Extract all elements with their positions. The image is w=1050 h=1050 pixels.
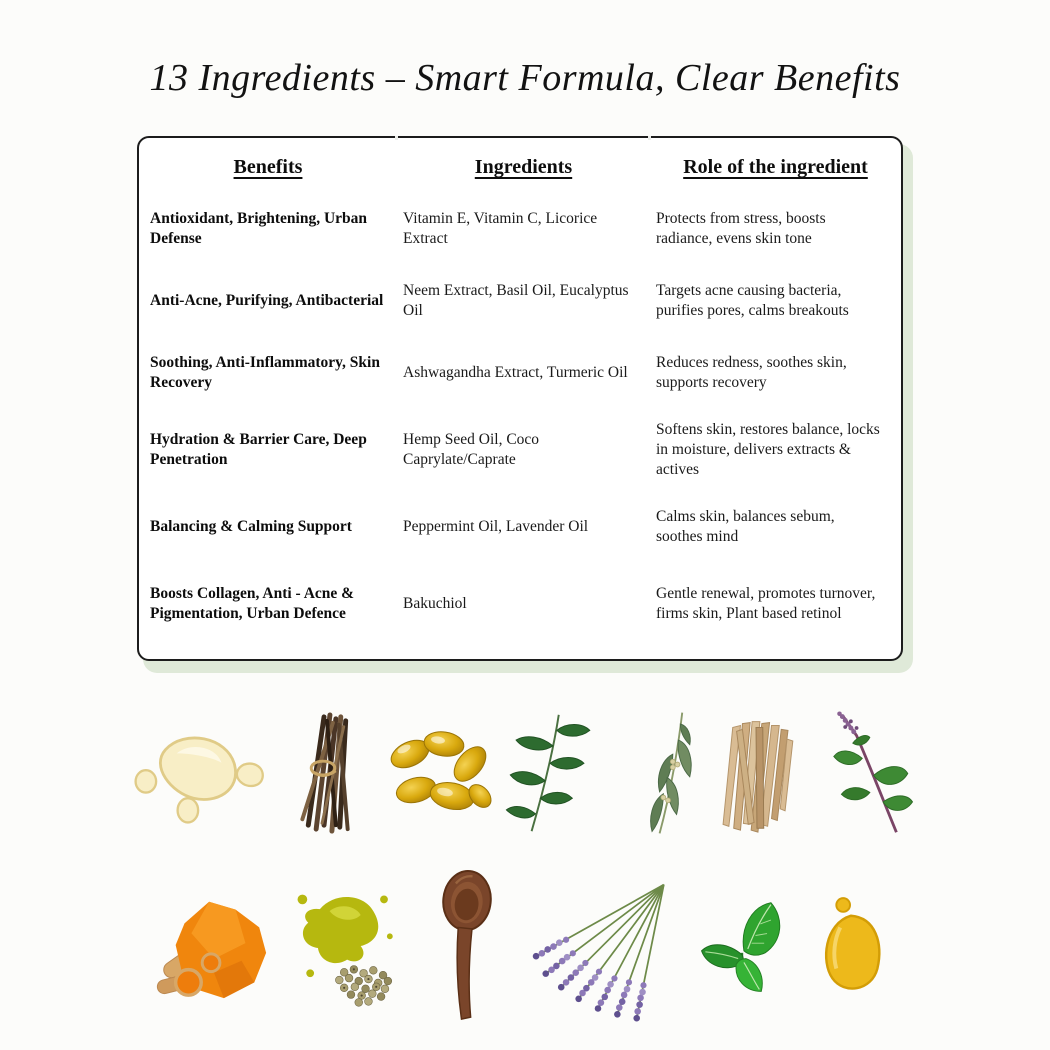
table-body [139,179,901,635]
ingredient-cell: Vitamin E, Vitamin C, Licorice Extract [403,210,598,247]
table-row [139,275,901,327]
oil-drops-image [130,717,270,829]
neem-leaf-image [502,709,600,837]
table-header-row [139,154,901,179]
ingredient-cell: Neem Extract, Basil Oil, Eucalyptus Oil [403,282,629,319]
table-row [139,501,901,553]
header-role: Role of the ingredient [683,156,868,178]
table-row [139,419,901,481]
eucalyptus-branch-image [608,707,698,839]
table-row [139,347,901,399]
header-benefits: Benefits [233,156,303,178]
ingredient-cell: Bakuchiol [403,595,467,612]
benefit-cell: Hydration & Barrier Care, Deep Penetration [150,431,367,468]
ashwagandha-roots-image [706,710,806,836]
page-title: 13 Ingredients – Smart Formula, Clear Benefits [149,57,901,99]
oil-drop-image [807,894,895,1002]
vitamin-capsules-image [382,722,494,824]
table-row [139,203,901,255]
role-cell: Calms skin, balances sebum, soothes mind [656,508,835,545]
wooden-spoon-image [427,869,503,1027]
benefit-cell: Anti-Acne, Purifying, Antibacterial [150,292,384,309]
licorice-sticks-image [278,709,374,837]
table-row [139,573,901,635]
benefit-cell: Soothing, Anti-Inflammatory, Skin Recovery [150,354,380,391]
tulsi-sprig-image [814,709,920,837]
role-cell: Targets acne causing bacteria, purifies pores, calms breakouts [656,282,849,319]
hemp-oil-splash-image [289,880,411,1016]
mint-leaves-image [693,895,791,1001]
ingredient-cell: Hemp Seed Oil, Coco Caprylate/Caprate [403,431,540,468]
role-cell: Reduces redness, soothes skin, supports recovery [656,354,847,391]
benefit-cell: Antioxidant, Brightening, Urban Defense [150,210,368,247]
ingredient-cell: Peppermint Oil, Lavender Oil [403,518,589,535]
column-divider-tick [395,136,398,140]
benefit-cell: Boosts Collagen, Anti - Acne & Pigmentation, Urban Defence [150,585,355,622]
column-divider-tick [648,136,651,140]
role-cell: Softens skin, restores balance, locks in moisture, delivers extracts & actives [656,421,880,478]
turmeric-image [155,884,273,1012]
role-cell: Gentle renewal, promotes turnover, firms skin, Plant based retinol [656,585,876,622]
benefit-cell: Balancing & Calming Support [150,518,352,535]
role-cell: Protects from stress, boosts radiance, evens skin tone [656,210,826,247]
header-ingredients: Ingredients [474,156,573,178]
ingredient-images-row-1 [0,707,1050,839]
ingredient-cell: Ashwagandha Extract, Turmeric Oil [403,364,628,381]
ingredients-table-card [137,136,903,661]
ingredient-images-row-2 [0,869,1050,1027]
lavender-bunch-image [519,873,677,1023]
